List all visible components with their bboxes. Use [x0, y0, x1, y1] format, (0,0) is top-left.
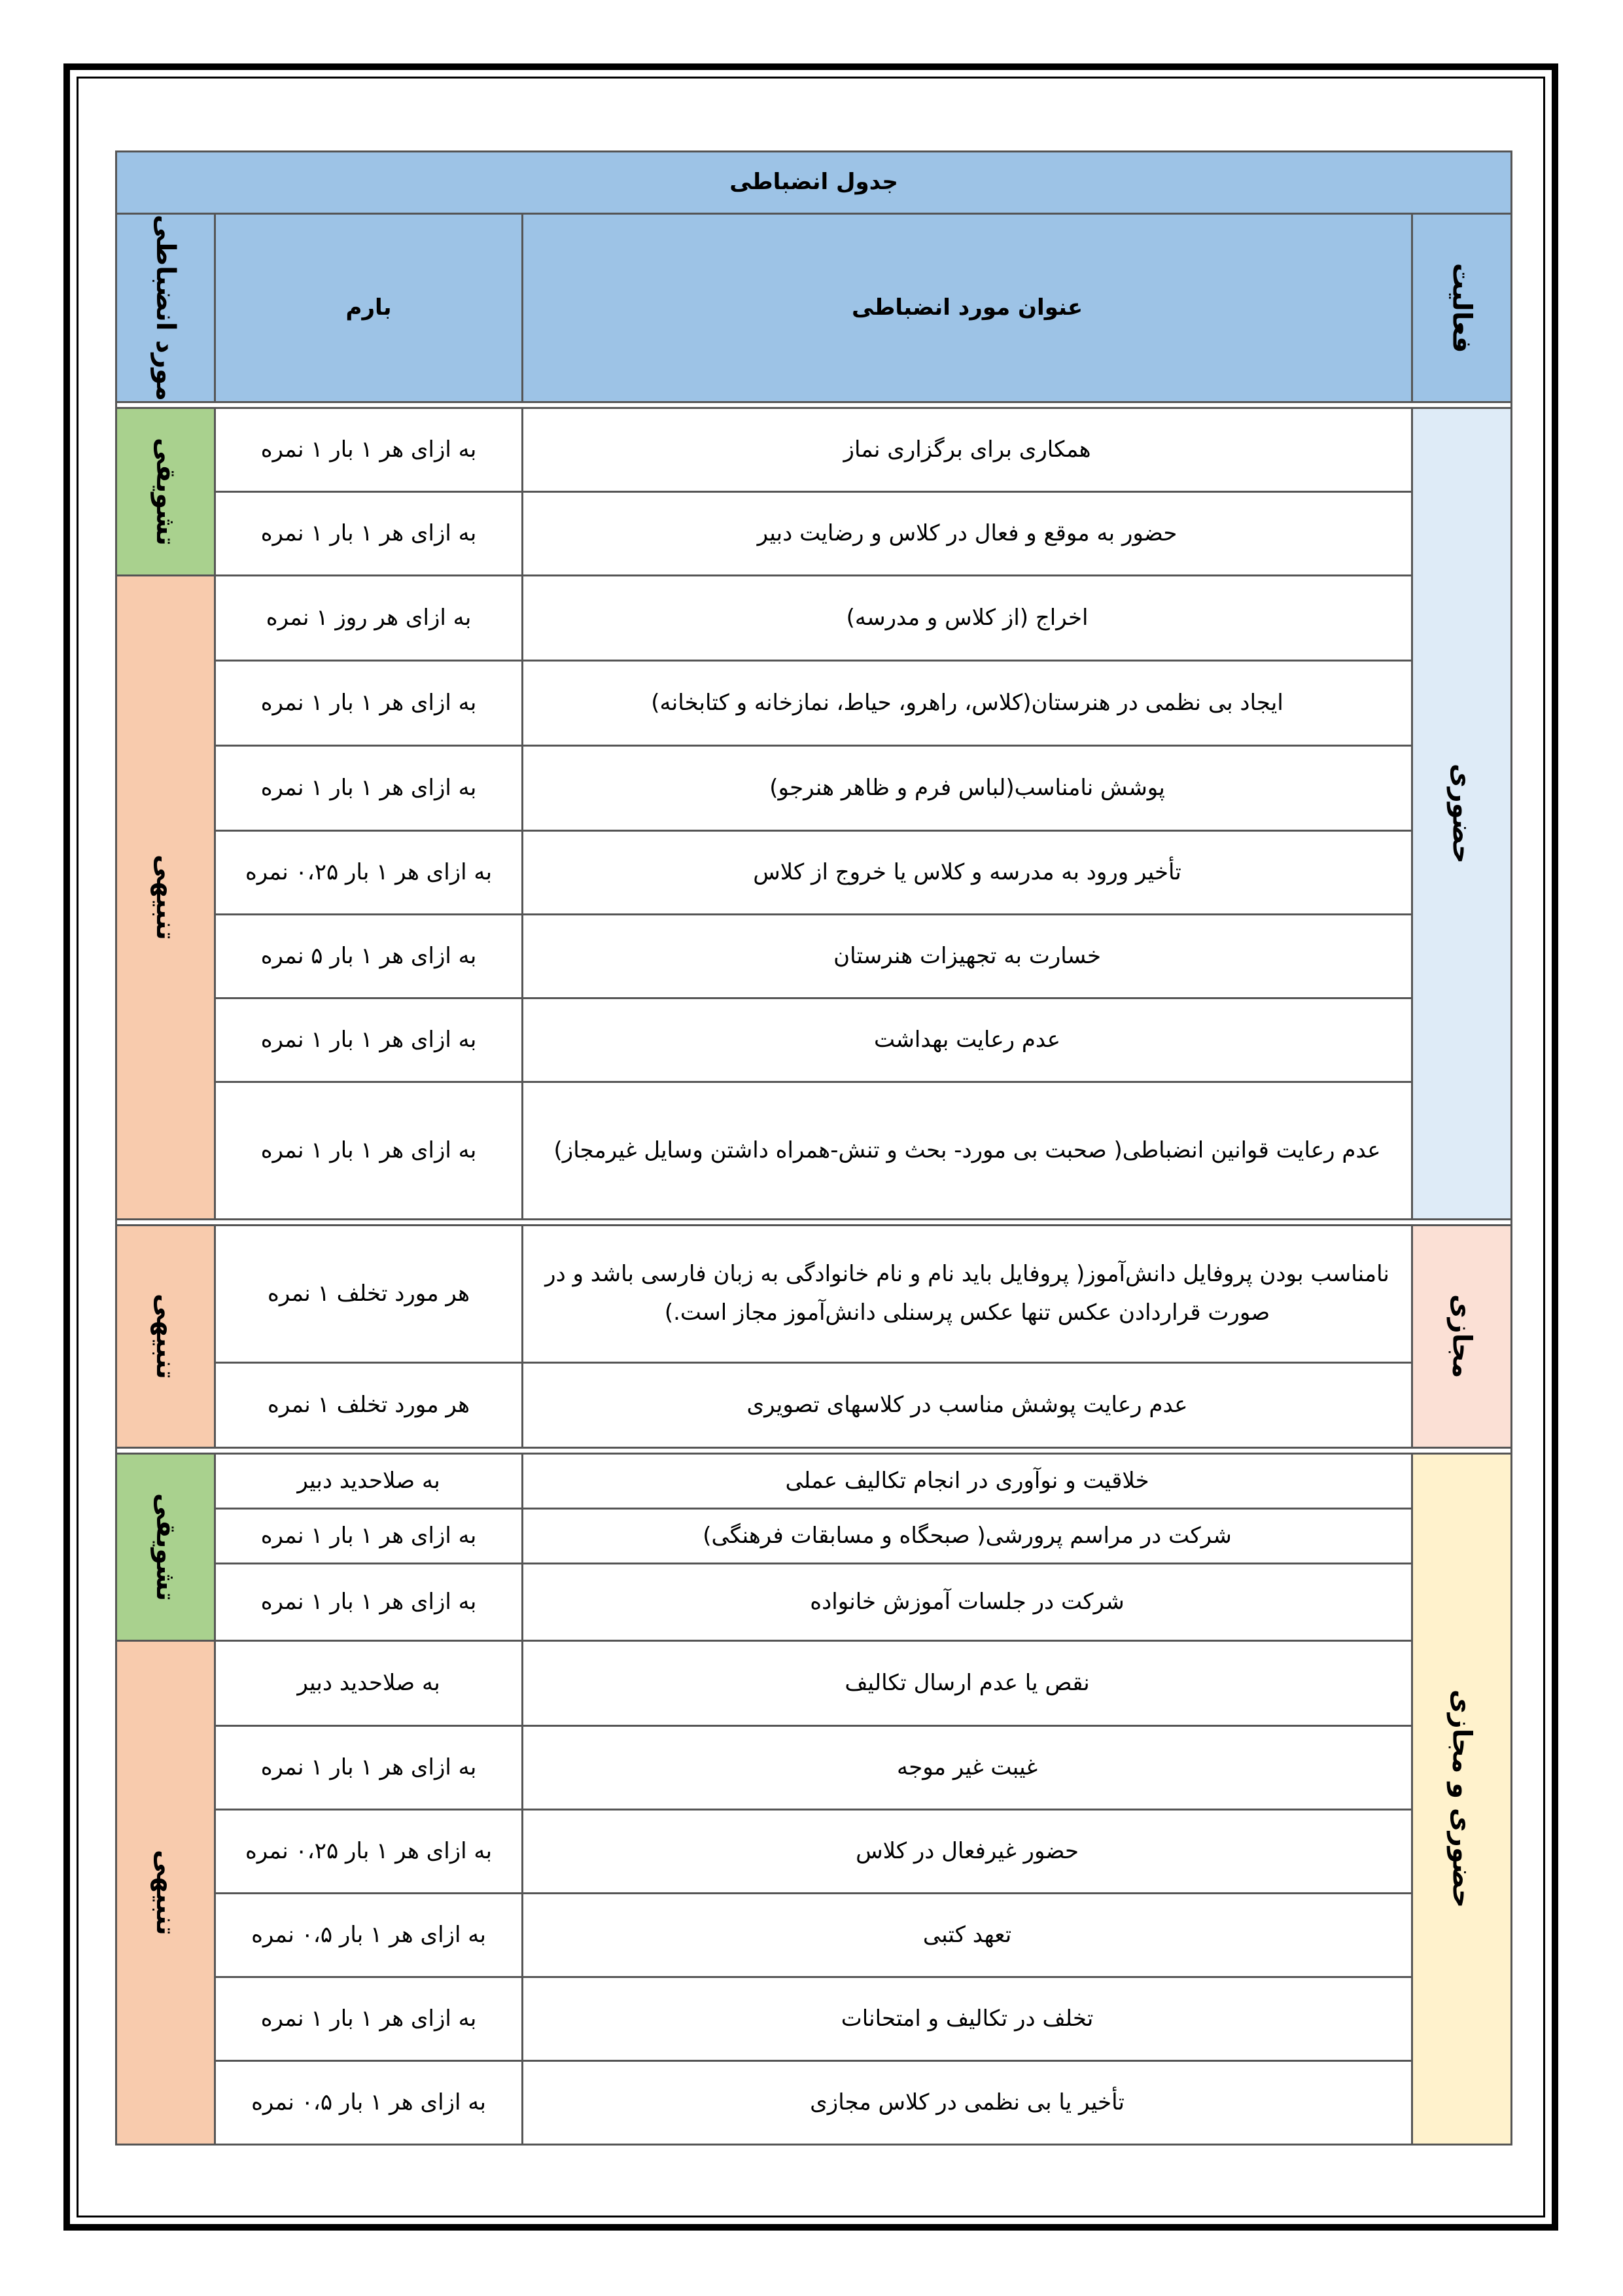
subject-cell: غیبت غیر موجه [523, 1725, 1412, 1809]
table-row [116, 998, 1512, 1082]
group-separator-cell [116, 1447, 1512, 1453]
header-activity [1412, 214, 1512, 402]
subject-cell: ایجاد بی نظمی در هنرستان(کلاس، راهرو، حیاط، نمازخانه و کتابخانه) [523, 660, 1412, 745]
type-label: تشویقی [150, 1492, 181, 1601]
table-row [116, 914, 1512, 998]
title-row [116, 152, 1512, 214]
table-row [116, 1453, 1512, 1508]
type-label: تنبیهی [150, 1850, 181, 1935]
score-cell: هر مورد تخلف ۱ نمره [215, 1225, 523, 1362]
score-cell: به ازای هر ۱ بار ۱ نمره [215, 1508, 523, 1563]
table-row [116, 575, 1512, 660]
table-row [116, 2060, 1512, 2144]
subject-cell: همکاری برای برگزاری نماز [523, 408, 1412, 491]
subject-cell: اخراج (از کلاس و مدرسه) [523, 575, 1412, 660]
table-row [116, 491, 1512, 575]
activity-label: حضوری و مجازی [1446, 1689, 1477, 1909]
group-separator [116, 1219, 1512, 1225]
score-cell: هر مورد تخلف ۱ نمره [215, 1362, 523, 1447]
table-row [116, 745, 1512, 830]
table-row [116, 1563, 1512, 1640]
score-cell: به ازای هر ۱ بار ۱ نمره [215, 1082, 523, 1219]
type-label: تشویقی [150, 437, 181, 546]
group-separator-cell [116, 402, 1512, 408]
discipline-table [115, 150, 1512, 2146]
score-cell: به ازای هر ۱ بار ۱ نمره [215, 745, 523, 830]
subject-cell: تأخیر یا بی نظمی در کلاس مجازی [523, 2060, 1412, 2144]
table-row [116, 660, 1512, 745]
table-title: جدول انضباطی [116, 152, 1512, 214]
type-label: تنبیهی [150, 855, 181, 940]
subject-cell: نقص یا عدم ارسال تکالیف [523, 1640, 1412, 1725]
type-cell [116, 408, 215, 575]
score-cell: به ازای هر ۱ بار ۱ نمره [215, 1977, 523, 2060]
header-subject: عنوان مورد انضباطی [523, 214, 1412, 402]
table-row [116, 1725, 1512, 1809]
table-row [116, 1082, 1512, 1219]
subject-cell: تأخیر ورود به مدرسه و کلاس یا خروج از کلاس [523, 830, 1412, 914]
table-row [116, 830, 1512, 914]
score-cell: به ازای هر ۱ بار ۰،۲۵ نمره [215, 1809, 523, 1893]
subject-cell: تخلف در تکالیف و امتحانات [523, 1977, 1412, 2060]
table-row [116, 1225, 1512, 1362]
subject-cell: حضور غیرفعال در کلاس [523, 1809, 1412, 1893]
activity-label: مجازی [1446, 1294, 1477, 1379]
subject-cell: عدم رعایت قوانین انضباطی( صحبت بی مورد- بحث و تنش-همراه داشتن وسایل غیرمجاز) [523, 1082, 1412, 1219]
table-row [116, 1508, 1512, 1563]
type-label: تنبیهی [150, 1294, 181, 1379]
table-row [116, 1977, 1512, 2060]
score-cell: به ازای هر ۱ بار ۱ نمره [215, 1725, 523, 1809]
group-separator-cell [116, 1219, 1512, 1225]
activity-cell [1412, 1225, 1512, 1447]
type-cell [116, 1225, 215, 1447]
table-row [116, 1809, 1512, 1893]
group-separator [116, 1447, 1512, 1453]
score-cell: به ازای هر ۱ بار ۵ نمره [215, 914, 523, 998]
type-cell [116, 575, 215, 1219]
subject-cell: شرکت در مراسم پرورشی( صبحگاه و مسابقات فرهنگی) [523, 1508, 1412, 1563]
header-type-label: مورد انضباطی [150, 215, 181, 401]
subject-cell: حضور به موقع و فعال در کلاس و رضایت دبیر [523, 491, 1412, 575]
table-row [116, 1893, 1512, 1977]
header-type [116, 214, 215, 402]
score-cell: به ازای هر ۱ بار ۱ نمره [215, 1563, 523, 1640]
subject-cell: خلاقیت و نوآوری در انجام تکالیف عملی [523, 1453, 1412, 1508]
subject-cell: شرکت در جلسات آموزش خانواده [523, 1563, 1412, 1640]
subject-cell: عدم رعایت بهداشت [523, 998, 1412, 1082]
score-cell: به ازای هر ۱ بار ۰،۲۵ نمره [215, 830, 523, 914]
subject-cell: پوشش نامناسب(لباس فرم و ظاهر هنرجو) [523, 745, 1412, 830]
type-cell [116, 1640, 215, 2144]
subject-cell: نامناسب بودن پروفایل دانش‌آموز( پروفایل باید نام و نام خانوادگی به زبان فارسی باشد و در صورت قراردادن عکس تنها عکس پرسنلی دانش‌آموز مجاز است.) [523, 1225, 1412, 1362]
activity-label: حضوری [1446, 763, 1477, 864]
table-row [116, 1362, 1512, 1447]
table-row [116, 408, 1512, 491]
header-score: بارم [215, 214, 523, 402]
header-activity-label: فعالیت [1446, 262, 1477, 353]
subject-cell: خسارت به تجهیزات هنرستان [523, 914, 1412, 998]
subject-cell: عدم رعایت پوشش مناسب در کلاسهای تصویری [523, 1362, 1412, 1447]
type-cell [116, 1453, 215, 1640]
table-row [116, 1640, 1512, 1725]
score-cell: به ازای هر روز ۱ نمره [215, 575, 523, 660]
header-row [116, 214, 1512, 402]
score-cell: به ازای هر ۱ بار ۰،۵ نمره [215, 2060, 523, 2144]
score-cell: به ازای هر ۱ بار ۱ نمره [215, 998, 523, 1082]
activity-cell [1412, 408, 1512, 1219]
score-cell: به ازای هر ۱ بار ۱ نمره [215, 491, 523, 575]
group-separator [116, 402, 1512, 408]
score-cell: به ازای هر ۱ بار ۰،۵ نمره [215, 1893, 523, 1977]
score-cell: به صلاحدید دبیر [215, 1453, 523, 1508]
subject-cell: تعهد کتبی [523, 1893, 1412, 1977]
score-cell: به صلاحدید دبیر [215, 1640, 523, 1725]
score-cell: به ازای هر ۱ بار ۱ نمره [215, 408, 523, 491]
score-cell: به ازای هر ۱ بار ۱ نمره [215, 660, 523, 745]
activity-cell [1412, 1453, 1512, 2144]
